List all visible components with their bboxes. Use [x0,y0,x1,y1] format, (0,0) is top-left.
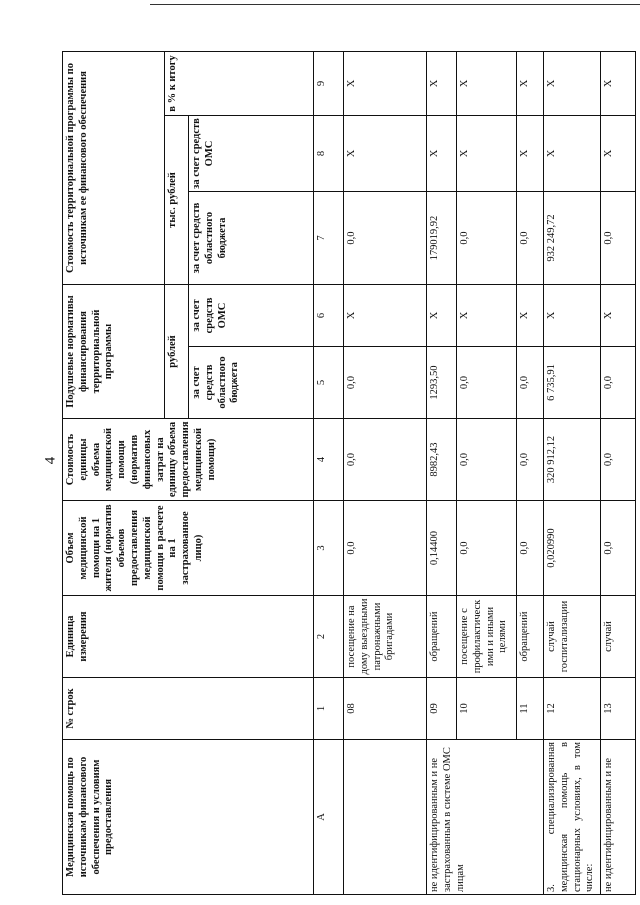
header-col-9: в % к итогу [165,51,314,115]
unit-cell: посещение на дому выездными патронажными бригадами [344,596,427,678]
value-cell: 0,0 [344,501,427,596]
value-cell: 0,0 [517,419,544,501]
column-number-row [314,51,344,894]
value-cell: 0,0 [457,347,517,419]
value-cell: X [517,116,544,192]
unit-cell: посещение с профилактическими и иными целями [457,596,517,678]
value-cell: 0,0 [344,419,427,501]
header-col-2: Единица измерения [63,596,314,678]
value-cell: 0,020990 [544,501,601,596]
header-col-4: Стоимость единицы объема медицинской помощи (норматив финансовых затрат на единицу объема предоставления медицинской помощи) [63,419,314,501]
top-rule [150,4,640,5]
value-cell: X [344,285,427,347]
value-cell: X [457,285,517,347]
value-cell: 0,0 [601,192,636,285]
column-number: 3 [314,501,344,596]
header-row-1 [63,51,165,894]
value-cell: X [517,285,544,347]
row-label-cell: не идентифицированным и не [601,740,636,895]
header-group-cost: Стоимость территориальной программы по источникам ее финансового обеспечения [63,51,165,284]
header-col-7: за счет средств областного бюджета [189,192,314,285]
table-row [544,51,601,894]
value-cell: X [427,116,457,192]
value-cell: 0,0 [517,501,544,596]
page-number: 4 [42,456,59,465]
column-number: 2 [314,596,344,678]
unit-cell: случай [601,596,636,678]
row-number-cell: 13 [601,678,636,740]
column-number: 6 [314,285,344,347]
value-cell: 8982,43 [427,419,457,501]
header-unit-rub: рублей [165,285,189,419]
value-cell: 0,14400 [427,501,457,596]
row-label-cell: 3. специализированная медицинская помощь в стационарных условиях, в том числе: [544,740,601,895]
value-cell: 320 912,12 [544,419,601,501]
value-cell: X [544,285,601,347]
financing-table [62,51,636,895]
column-number: 5 [314,347,344,419]
header-unit-thousand: тыс. рублей [165,116,189,285]
row-number-cell: 10 [457,678,517,740]
header-col-5: за счет средств областного бюджета [189,347,314,419]
row-number-cell: 08 [344,678,427,740]
column-number: А [314,740,344,895]
value-cell: 0,0 [601,419,636,501]
column-number: 8 [314,116,344,192]
value-cell: X [601,51,636,115]
value-cell: 6 735,91 [544,347,601,419]
table-row [427,51,457,894]
header-col-3: Объем медицинской помощи на 1 жителя (норматив объемов предоставления медицинской помощи в расчете на 1 застрахованное лицо) [63,501,314,596]
value-cell: X [457,116,517,192]
column-number: 4 [314,419,344,501]
unit-cell: обращений [517,596,544,678]
value-cell: X [344,51,427,115]
value-cell: X [427,51,457,115]
header-col-8: за счет средств ОМС [189,116,314,192]
row-number-cell: 12 [544,678,601,740]
value-cell: X [601,285,636,347]
column-number: 1 [314,678,344,740]
rotated-table-sheet [62,52,614,895]
unit-cell: случай госпитализации [544,596,601,678]
value-cell: 0,0 [344,347,427,419]
value-cell: X [544,51,601,115]
header-col-6: за счет средств ОМС [189,285,314,347]
table-row [344,51,427,894]
value-cell: 0,0 [344,192,427,285]
row-label-cell: не идентифицированным и не застрахованным в системе ОМС лицам [427,740,544,895]
row-number-cell: 11 [517,678,544,740]
value-cell: 0,0 [457,192,517,285]
value-cell: 0,0 [457,419,517,501]
value-cell: 932 249,72 [544,192,601,285]
column-number: 9 [314,51,344,115]
value-cell: X [544,116,601,192]
table-row [601,51,636,894]
header-col-1: № строк [63,678,314,740]
value-cell: X [457,51,517,115]
value-cell: X [427,285,457,347]
unit-cell: обращений [427,596,457,678]
value-cell: 1293,50 [427,347,457,419]
value-cell: 0,0 [601,347,636,419]
value-cell: 179019,92 [427,192,457,285]
header-col-a: Медицинская помощь по источникам финансового обеспечения и условиям предоставления [63,740,314,895]
value-cell: 0,0 [601,501,636,596]
value-cell: X [601,116,636,192]
value-cell: 0,0 [517,347,544,419]
column-number: 7 [314,192,344,285]
value-cell: X [517,51,544,115]
value-cell: 0,0 [517,192,544,285]
value-cell: 0,0 [457,501,517,596]
row-label-cell [344,740,427,895]
value-cell: X [344,116,427,192]
row-number-cell: 09 [427,678,457,740]
header-group-norm: Подушевые нормативы финансирования территориальной программы [63,285,165,419]
